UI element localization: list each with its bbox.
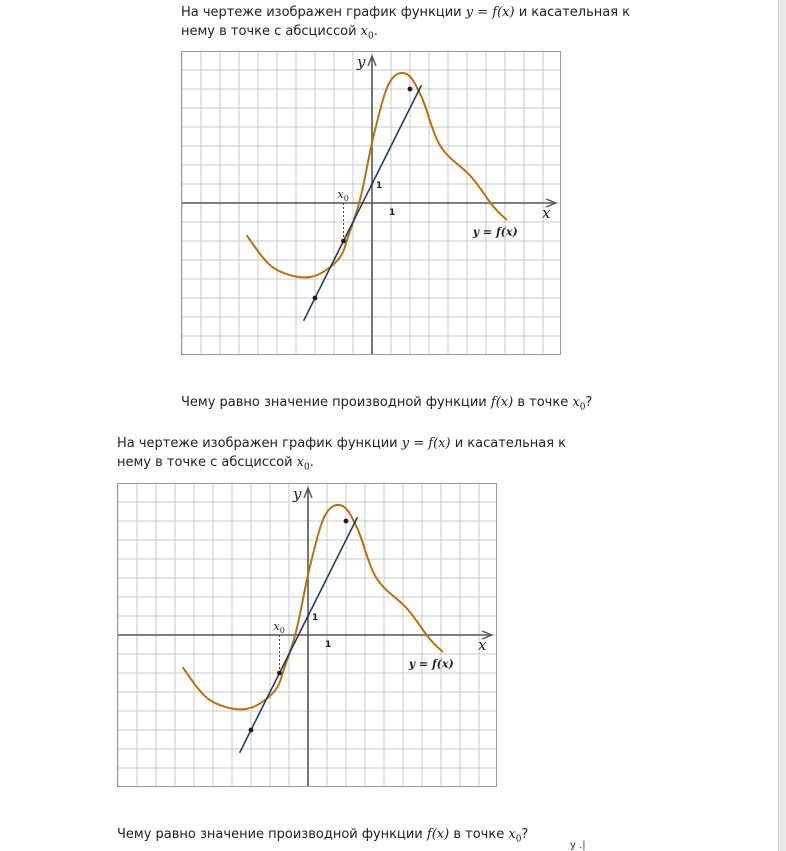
problem-1-graph: [181, 51, 561, 355]
statement-text-2: и касательная к нему в точке с абсциссой: [117, 436, 567, 470]
function-label: y = f(x): [472, 225, 518, 239]
tangent-point-0: [277, 671, 282, 676]
statement-text-2: и касательная к нему в точке с абсциссой: [181, 5, 631, 39]
statement-point: $x_0$: [296, 455, 310, 473]
statement-text: На чертеже изображен график функции: [181, 5, 462, 20]
question-point: $x_0$: [572, 395, 586, 413]
statement-end: .: [309, 455, 314, 470]
y-tick-label: 1: [312, 613, 319, 623]
y-axis-label: y: [357, 53, 366, 71]
question-func: f(x): [490, 395, 514, 410]
statement-text: На чертеже изображен график функции: [117, 436, 398, 451]
question-text-2: в точке: [453, 827, 505, 842]
statement-func-eq: y = f(x): [401, 436, 451, 451]
question-end: ?: [521, 827, 529, 842]
statement-func-eq: y = f(x): [465, 5, 515, 20]
function-label: y = f(x): [408, 657, 454, 671]
question-func: f(x): [426, 827, 450, 842]
question-text: Чему равно значение производной функции: [181, 395, 487, 410]
x-tick-label: 1: [389, 208, 396, 218]
x0-label: $x_0$: [337, 188, 349, 203]
right-scrollbar[interactable]: [778, 0, 786, 851]
problem-1-question: [181, 393, 592, 418]
x0-label: $x_0$: [273, 620, 285, 635]
graph-svg: [182, 52, 560, 354]
tangent-point-0: [341, 239, 346, 244]
statement-end: .: [373, 24, 378, 39]
tangent-point-1: [344, 519, 349, 524]
y-axis-label: y: [293, 485, 302, 503]
problem-1-statement: [181, 3, 651, 47]
tangent-point-2: [249, 728, 254, 733]
statement-point: $x_0$: [360, 24, 374, 42]
x-tick-label: 1: [325, 640, 332, 650]
x-axis-label: x: [542, 204, 551, 222]
problem-2-question: [117, 825, 528, 850]
cut-off-fragment: y .|: [570, 840, 586, 851]
problem-2-graph: [117, 483, 497, 787]
tangent-point-1: [408, 87, 413, 92]
graph-svg: [118, 484, 496, 786]
x-axis-label: x: [478, 636, 487, 654]
tangent-point-2: [313, 296, 318, 301]
question-point: $x_0$: [508, 827, 522, 845]
problem-2-statement: [117, 434, 587, 478]
y-tick-label: 1: [376, 181, 383, 191]
question-end: ?: [585, 395, 593, 410]
question-text-2: в точке: [517, 395, 569, 410]
question-text: Чему равно значение производной функции: [117, 827, 423, 842]
